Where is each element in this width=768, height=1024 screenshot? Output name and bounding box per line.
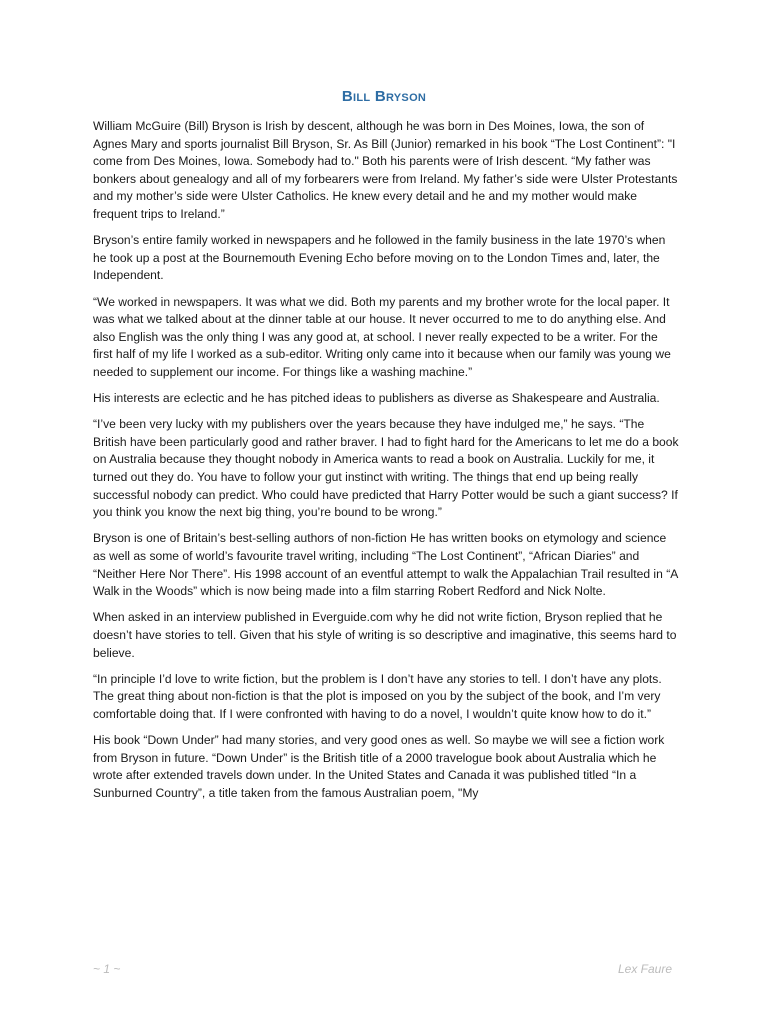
paragraph: “I’ve been very lucky with my publishers over the years because they have indulged me,” he says. “The British have been particularly good and rather braver. I had to fight hard for the Americans to let me do a book on Australia because they thought nobody in America wants to read a book on Australia. Luckily for me, it turned out they do. You have to follow your gut instinct with writing. The things that end up being really successful nobody can predict. Who could have predicted that Harry Potter would be such a giant success? If you think you know the next big thing, you’re bound to be wrong.” — [93, 417, 679, 520]
paragraph: Bryson is one of Britain’s best-selling authors of non-fiction He has written books on etymology and science as well as some of world’s favourite travel writing, including “The Lost Continent”, “African Diaries” and “Neither Here Nor There”. His 1998 account of an eventful attempt to walk the Appalachian Trail resulted in “A Walk in the Woods” which is now being made into a film starring Robert Redford and Nick Nolte. — [93, 531, 678, 599]
page-number: ~ 1 ~ — [93, 962, 121, 976]
paragraph: Bryson’s entire family worked in newspapers and he followed in the family business in the late 1970’s when he took up a post at the Bournemouth Evening Echo before moving on to the London Times and, later, the Independent. — [93, 233, 666, 283]
document-body — [93, 118, 679, 811]
paragraph: His book “Down Under” had many stories, and very good ones as well. So maybe we will see a fiction work from Bryson in future. “Down Under” is the British title of a 2000 travelogue book about Australia which he wrote after extended travels down under. In the United States and Canada it was published titled “In a Sunburned Country”, a title taken from the famous Australian poem, "My — [93, 733, 665, 800]
paragraph: William McGuire (Bill) Bryson is Irish by descent, although he was born in Des Moines, Iowa, the son of Agnes Mary and sports journalist Bill Bryson, Sr. As Bill (Junior) remarked in his book “The Lost Continent”: "I come from Des Moines, Iowa. Somebody had to." Both his parents were of Irish descent. “My father was bonkers about genealogy and all of my forbearers were from Ireland. My father’s side were Ulster Protestants and my mother’s side were Ulster Catholics. He knew every detail and he and my mother would make frequent trips to Ireland.” — [93, 119, 678, 221]
paragraph: “We worked in newspapers. It was what we did. Both my parents and my brother wrote for the local paper. It was what we talked about at the dinner table at our house. It never occurred to me to do anything else. And also English was the only thing I was any good at, at school. I never really expected to be a writer. For the first half of my life I worked as a sub-editor. Writing only came into it because when our family was young we needed to supplement our income. For things like a washing machine.” — [93, 294, 671, 379]
paragraph: His interests are eclectic and he has pitched ideas to publishers as diverse as Shakespeare and Australia. — [93, 391, 660, 406]
paragraph: “In principle I’d love to write fiction, but the problem is I don’t have any stories to tell. I don’t have any plots. The great thing about non-fiction is that the plot is imposed on you by the subject of the book, and I’m very comfortable doing that. If I were confronted with having to do a novel, I wouldn’t quite know how to do it.” — [93, 671, 662, 721]
page-title: Bill Bryson — [341, 88, 427, 105]
paragraph: When asked in an interview published in Everguide.com why he did not write fiction, Bryson replied that he doesn’t have stories to tell. Given that his style of writing is so descriptive and imaginative, this seems hard to believe. — [93, 610, 677, 660]
footer-author: Lex Faure — [617, 962, 672, 976]
